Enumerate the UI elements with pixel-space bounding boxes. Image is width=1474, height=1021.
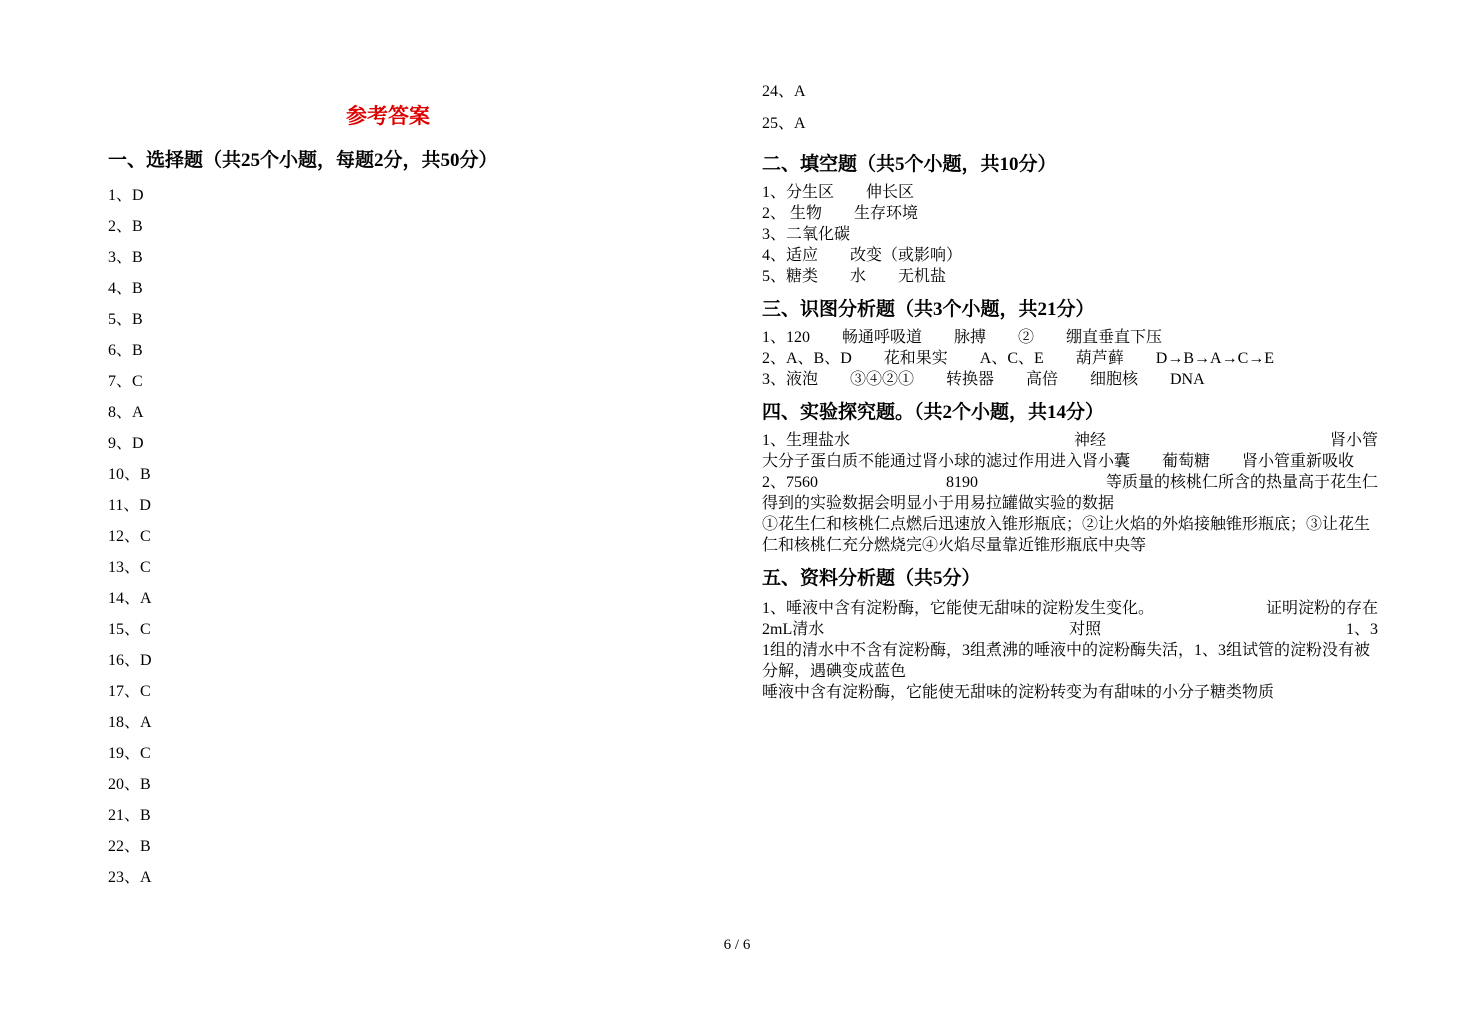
answer-item: 17、C	[108, 683, 151, 700]
answer-item: 9、D	[108, 435, 144, 452]
answer-line: 4、适应 改变（或影响）	[762, 247, 963, 264]
experiment-answers	[762, 430, 1378, 556]
answer-item: 20、B	[108, 776, 151, 793]
answer-segment: 1、3	[1345, 621, 1378, 638]
answer-item: 14、A	[108, 590, 152, 607]
answer-segment: 8190	[946, 474, 978, 491]
answer-item: 6、B	[108, 342, 143, 359]
answer-segment: 等质量的核桃仁所含的热量高于花生仁	[1105, 474, 1378, 491]
answer-line: 大分子蛋白质不能通过肾小球的滤过作用进入肾小囊 葡萄糖 肾小管重新吸收	[762, 453, 1355, 470]
answer-item: 16、D	[108, 652, 152, 669]
answer-segment: 神经	[1073, 432, 1106, 449]
answer-item: 19、C	[108, 745, 151, 762]
answer-line: ①花生仁和核桃仁点燃后迅速放入锥形瓶底；②让火焰的外焰接触锥形瓶底；③让花生仁和核桃仁充分燃烧完④火焰尽量靠近锥形瓶底中央等	[762, 516, 1371, 554]
answer-item: 2、B	[108, 218, 143, 235]
answer-segment: 肾小管	[1329, 432, 1378, 449]
answer-item: 23、A	[108, 869, 152, 886]
answer-segment: 证明淀粉的存在	[1265, 600, 1378, 617]
answer-item: 1、D	[108, 187, 144, 204]
answer-line: 1组的清水中不含有淀粉酶，3组煮沸的唾液中的淀粉酶失活，1、3组试管的淀粉没有被分解，遇碘变成蓝色	[762, 642, 1371, 680]
answer-item: 3、B	[108, 249, 143, 266]
answer-line: 2、A、B、D 花和果实 A、C、E 葫芦藓 D→B→A→C→E	[762, 350, 1275, 367]
answer-line: 3、液泡 ③④②① 转换器 高倍 细胞核 DNA	[762, 371, 1205, 388]
answer-line	[762, 472, 1378, 493]
answer-item: 18、A	[108, 714, 152, 731]
section-data-analysis-heading: 五、资料分析题（共5分）	[762, 568, 981, 589]
answer-line: 5、糖类 水 无机盐	[762, 268, 947, 285]
answer-item: 5、B	[108, 311, 143, 328]
answer-item: 15、C	[108, 621, 151, 638]
answer-line: 2、 生物 生存环境	[762, 205, 919, 222]
section-choice-heading: 一、选择题（共25个小题，每题2分，共50分）	[108, 150, 498, 171]
section-fill-heading: 二、填空题（共5个小题，共10分）	[762, 154, 1057, 175]
answer-item: 4、B	[108, 280, 143, 297]
answer-item: 21、B	[108, 807, 151, 824]
answer-line: 唾液中含有淀粉酶，它能使无甜味的淀粉转变为有甜味的小分子糖类物质	[762, 684, 1275, 701]
diagram-answers	[762, 327, 1378, 390]
answer-segment: 2mL清水	[762, 621, 825, 638]
data-analysis-answers	[762, 598, 1378, 703]
answer-segment: 1、唾液中含有淀粉酶，它能使无甜味的淀粉发生变化。	[762, 600, 1155, 617]
choice-answers-right	[762, 76, 1378, 140]
section-experiment-heading: 四、实验探究题。（共2个小题，共14分）	[762, 402, 1105, 423]
answer-item: 24、A	[762, 83, 806, 100]
answer-segment: 对照	[1069, 621, 1102, 638]
answer-line: 1、分生区 伸长区	[762, 184, 915, 201]
page-title: 参考答案	[346, 104, 430, 128]
answer-line	[762, 598, 1378, 619]
answer-line: 3、二氧化碳	[762, 226, 851, 243]
answer-line	[762, 430, 1378, 451]
answer-item: 22、B	[108, 838, 151, 855]
answer-item: 25、A	[762, 115, 806, 132]
answer-item: 13、C	[108, 559, 151, 576]
answer-item: 10、B	[108, 466, 151, 483]
right-column	[762, 0, 1378, 703]
page-number: 6 / 6	[723, 937, 751, 953]
answer-segment: 2、7560	[762, 474, 819, 491]
answer-line: 得到的实验数据会明显小于用易拉罐做实验的数据	[762, 495, 1115, 512]
answer-item: 12、C	[108, 528, 151, 545]
answer-segment: 1、生理盐水	[762, 432, 851, 449]
answer-item: 7、C	[108, 373, 143, 390]
left-column	[108, 0, 668, 893]
answer-item: 11、D	[108, 497, 151, 514]
answer-item: 8、A	[108, 404, 144, 421]
choice-answers-left	[108, 180, 668, 893]
section-diagram-heading: 三、识图分析题（共3个小题，共21分）	[762, 299, 1095, 320]
fill-answers	[762, 182, 1378, 287]
answer-line: 1、120 畅通呼吸道 脉搏 ② 绷直垂直下压	[762, 329, 1163, 346]
answer-line	[762, 619, 1378, 640]
